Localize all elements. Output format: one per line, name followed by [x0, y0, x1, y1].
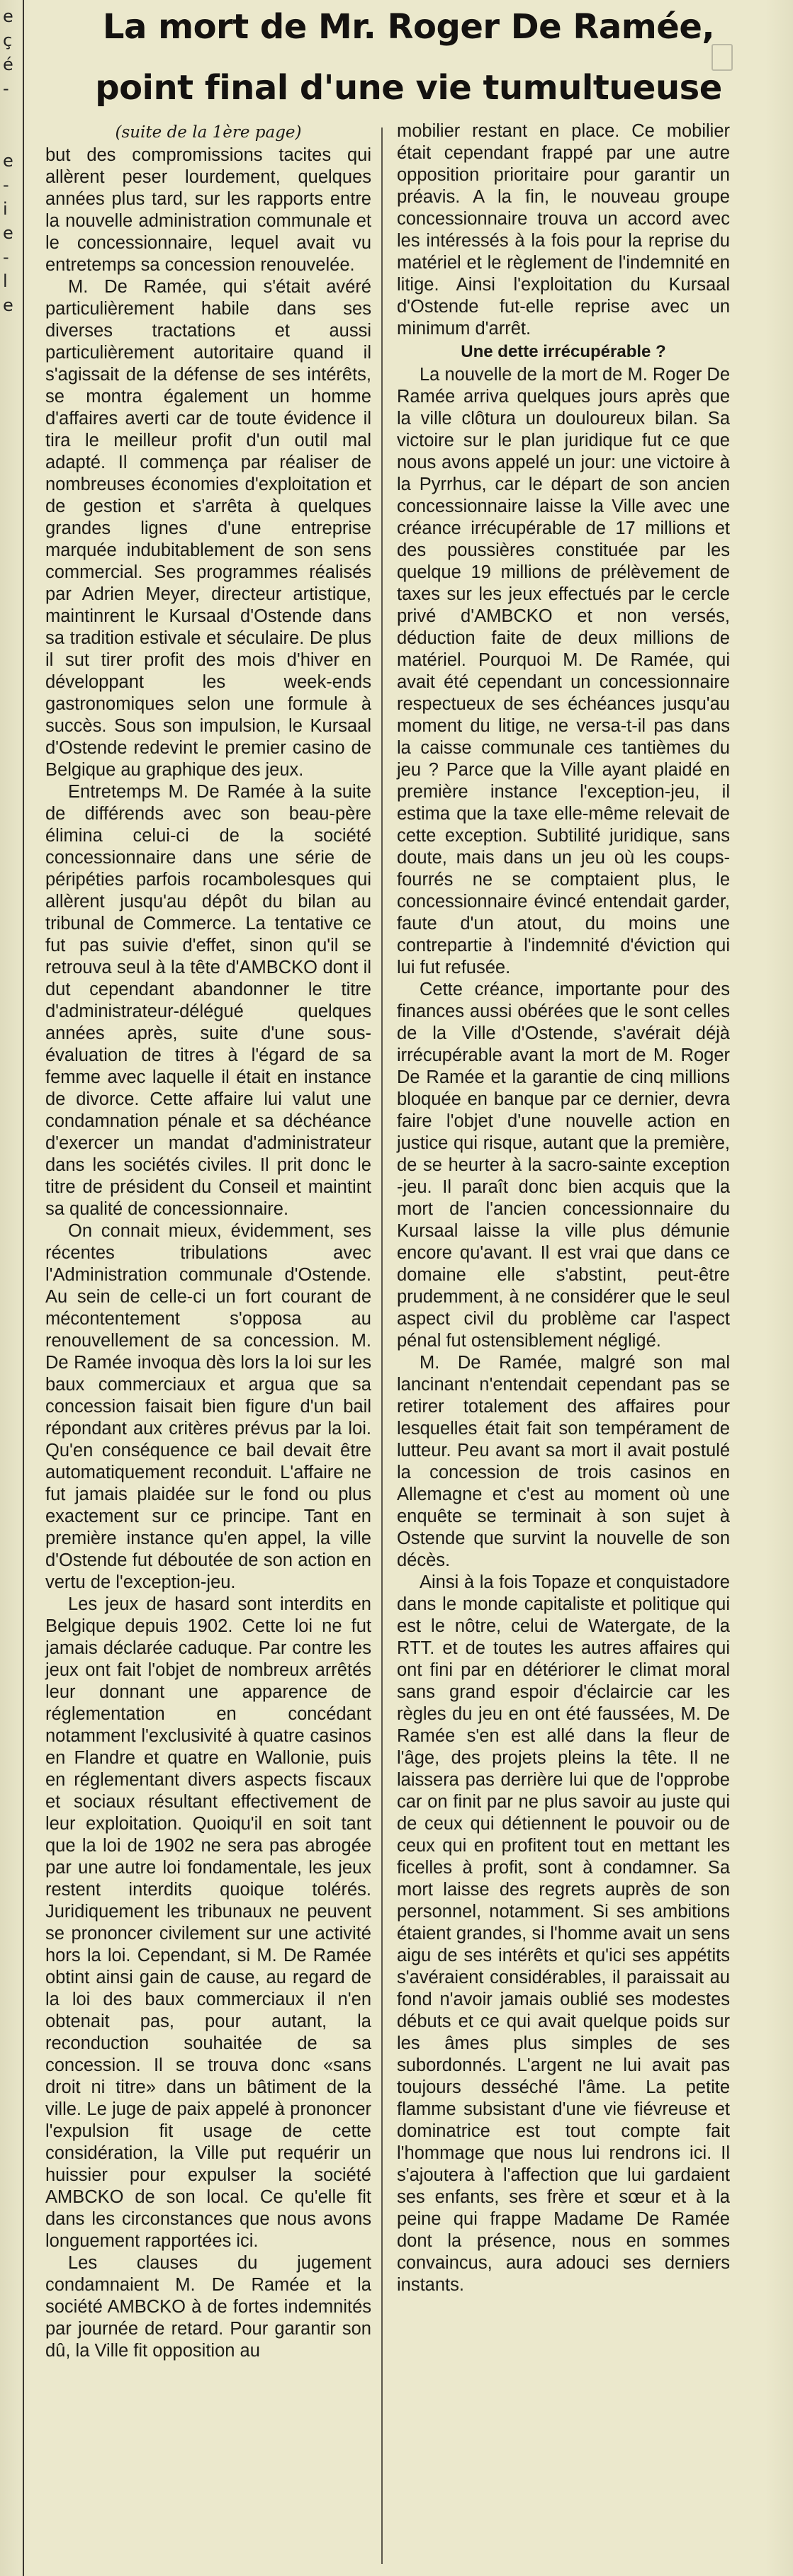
- edge-fragment: é: [3, 55, 13, 74]
- edge-fragment: [0, 101, 23, 125]
- edge-fragment: l: [3, 271, 8, 291]
- paragraph: but des compromissions tacites qui allèrent peser lourdement, quelques années plus tard, sur les rapports entre la nouvelle administration communale et le concessionnaire, lequel avait vu entretemps sa concession renouvelée.: [45, 145, 371, 275]
- paragraph: Les clauses du jugement condamnaient M. De Ramée et la société AMBCKO à de fortes indemnités par journée de retard. Pour garantir son dû, la Ville fit opposition au: [45, 2253, 371, 2361]
- edge-fragment: e: [3, 223, 13, 243]
- paragraph: Les jeux de hasard sont interdits en Belgique depuis 1902. Cette loi ne fut jamais déclarée caduque. Par contre les jeux ont fait l'objet de nombreux arrêtés leur donnant une apparence de réglementation en concédant notamment l'exclusivité à quatre casinos en Flandre et quatre en Wallonie, puis en réglementant divers aspects fiscaux et sociaux résultant effectivement de leur exploitation. Quoiqu'il en soit tant que la loi de 1902 ne sera pas abrogée par une autre loi fondamentale, les jeux restent interdits quoique tolérés. Juridiquement les tribunaux ne peuvent se prononcer civilement sur une activité hors la loi. Cependant, si M. De Ramée obtint ainsi gain de cause, au regard de la loi des baux commerciaux il n'en obtenait pas, pour autant, la reconduction souhaitée de sa concession. Il se trouva donc «sans droit ni titre» dans un bâtiment de la ville. Le juge de paix appelé à prononcer l'expulsion fit usage de cette considération, la Ville put requérir un huissier pour expulser la société AMBCKO de son local. Ce qu'elle fit dans les circonstances que nous avons longuement rapportées ici.: [45, 1594, 371, 2251]
- edge-fragment: -: [3, 175, 9, 195]
- adjacent-column-edge: [0, 0, 24, 2576]
- edge-fragment: [0, 125, 23, 149]
- edge-fragment: ç: [3, 30, 13, 50]
- column-divider: [381, 127, 383, 2564]
- edge-fragment: e: [3, 151, 13, 171]
- paragraph: mobilier restant en place. Ce mobilier était cependant frappé par une autre opposition prioritaire pour garantir un préavis. A la fin, le nouveau groupe concessionnaire trouva un accord avec les intéressés à la fois pour la reprise du matériel et le règlement de l'indemnité en litige. Ainsi l'exploitation du Kursaal d'Ostende fut-elle reprise avec un minimum d'arrêt.: [397, 121, 730, 339]
- paragraph: M. De Ramée, qui s'était avéré particulièrement habile dans ses diverses tractations et aussi particulièrement autoritaire quand il s'agissait de la défense de ses intérêts, se montra également un homme d'affaires averti car de toute évidence il tira le meilleur profit d'un outil mal adapté. Il commença par réaliser de nombreuses économies d'exploitation et de gestion et s'arrêta à quelques grandes lignes d'une entreprise marquée indubitablement de son sens commercial. Ses programmes réalisés par Adrien Meyer, directeur artistique, maintinrent le Kursaal d'Ostende dans sa tradition estivale et séculaire. De plus il sut tirer profit des mois d'hiver en développant les week-ends gastronomiques selon une formule à succès. Sous son impulsion, le Kursaal d'Ostende redevint le premier casino de Belgique au graphique des jeux.: [45, 277, 371, 780]
- paragraph: On connait mieux, évidemment, ses récentes tribulations avec l'Administration communale d'Ostende. Au sein de celle-ci un fort courant de mécontentement s'opposa au renouvellement de sa concession. M. De Ramée invoqua dès lors la loi sur les baux commerciaux et argua que sa concession faisait bien figure d'un bail répondant aux critères prévus par la loi. Qu'en conséquence ce bail devait être automatiquement reconduit. L'affaire ne fut jamais plaidée sur le fond ou plus exactement sur ce principe. Tant en première instance qu'en appel, la ville d'Ostende fut déboutée de son action en vertu de l'exception-jeu.: [45, 1221, 371, 1592]
- paragraph: Cette créance, importante pour des finances aussi obérées que le sont celles de la Ville d'Ostende, s'avérait déjà irrécupérable avant la mort de M. Roger De Ramée et la garantie de cinq millions bloquée en banque par ce dernier, devra faire l'objet d'une nouvelle action en justice qui risque, autant que la première, de se heurter à la sacro-sainte exception -jeu. Il paraît donc bien acquis que la mort de l'ancien concessionnaire du Kursaal laisse la ville plus démunie encore qu'avant. Il est vrai que dans ce domaine elle s'abstint, peut-être prudemment, à ne considérer que le seul aspect civil du problème car l'aspect pénal fut ostensiblement négligé.: [397, 980, 730, 1351]
- edge-fragment: -: [3, 79, 9, 98]
- edge-fragment: e: [3, 295, 13, 315]
- section-subheading: Une dette irrécupérable ?: [461, 342, 666, 361]
- paragraph: Entretemps M. De Ramée à la suite de différends avec son beau-père élimina celui-ci de la société concessionnaire dans une série de péripéties parfois rocambolesques qui allèrent jusqu'au dépôt du bilan au tribunal de Commerce. La tentative ce fut pas suivie d'effet, sinon qu'il se retrouva seul à la tête d'AMBCKO dont il dut cependant abandonner le titre d'administrateur-délégué quelques années après, suite d'une sous-évaluation de titres à l'égard de sa femme avec laquelle il était en instance de divorce. Cette affaire lui valut une condamnation pénale et sa déchéance d'exercer un mandat d'administrateur dans les sociétés civiles. Il prit donc le titre de président du Conseil et maintint sa qualité de concessionnaire.: [45, 782, 371, 1219]
- headline-line-1: La mort de Mr. Roger De Ramée,: [102, 7, 715, 47]
- paragraph: La nouvelle de la mort de M. Roger De Ramée arriva quelques jours après que la ville clôtura un douloureux bilan. Sa victoire sur le plan juridique fut ce que nous avons appelé un jour: une victoire à la Pyrrhus, car le départ de son ancien concessionnaire laisse la Ville avec une créance irrécupérable de 17 millions et des poussières constituée par les quelque 19 millions de prélèvement de taxes sur les jeux effectués par le cercle privé d'AMBCKO et non versés, déduction faite de deux millions de matériel. Pourquoi M. De Ramée, qui avait été cependant un concessionnaire respectueux de ses échéances jusqu'au moment du litige, ne versa-t-il pas dans la caisse communale ces tantièmes du jeu ? Parce que la Ville ayant plaidé en première instance l'exception-jeu, il estima que la taxe elle-même relevait de cette exception. Subtilité juridique, sans doute, mais dans un jeu où les coups-fourrés ne se comptaient plus, le concessionnaire évincé entendait garder, faute d'un atout, du moins une contrepartie à l'indemnité d'éviction qui lui fut refusée.: [397, 365, 730, 977]
- continuation-note: (suite de la 1ère page): [115, 123, 302, 142]
- paragraph: Ainsi à la fois Topaze et conquistadore dans le monde capitaliste et politique qui est le nôtre, celui de Watergate, de la RTT. et de toutes les autres affaires qui ont fini par en détériorer le climat moral sans grand espoir d'éclaircie car les règles du jeu en ont été faussées, M. De Ramée s'en est allé dans la fleur de l'âge, des projets pleins la tête. Il ne laissera pas derrière lui que de l'opprobe car on finit par ne plus savoir au juste qui de ceux qui détiennent le pouvoir ou de ceux qui en profitent tout en mettant les ficelles à profit, sont à condamner. Sa mort laisse des regrets auprès de son personnel, notamment. Si ses ambitions étaient grandes, si l'homme avait un sens aigu de ses intérêts et qu'ici ses appétits s'avéraient considérables, il paraissait au fond n'avoir jamais oublié ses modestes débuts et ce qui avait quelque poids sur les âmes plus simples de ses subordonnés. L'argent ne lui avait pas toujours desséché l'âme. La petite flamme subsistant d'une vie fiévreuse et dominatrice est tout compte fait l'hommage que nous lui rendrons ici. Il s'ajoutera à l'affection que lui gardaient ses enfants, ses frère et sœur et à la peine qui frappe Madame De Ramée dont la présence, nous en sommes convaincus, aura adouci ses derniers instants.: [397, 1572, 730, 2295]
- headline-line-2: point final d'une vie tumultueuse: [95, 68, 722, 108]
- edge-fragment: -: [3, 247, 9, 267]
- article-column-1: [45, 120, 371, 2362]
- paragraph: M. De Ramée, malgré son mal lancinant n'entendait cependant pas se retirer totalement des affaires pour lesquelles était fait son tempérament de lutteur. Peu avant sa mort il avait postulé la concession de trois casinos en Allemagne et c'est au moment où une enquête se terminait à son sujet à Ostende que survint la nouvelle de son décès.: [397, 1353, 730, 1570]
- article-column-2: [397, 120, 730, 2296]
- edge-fragment: i: [3, 199, 8, 219]
- edge-fragment: e: [3, 6, 13, 26]
